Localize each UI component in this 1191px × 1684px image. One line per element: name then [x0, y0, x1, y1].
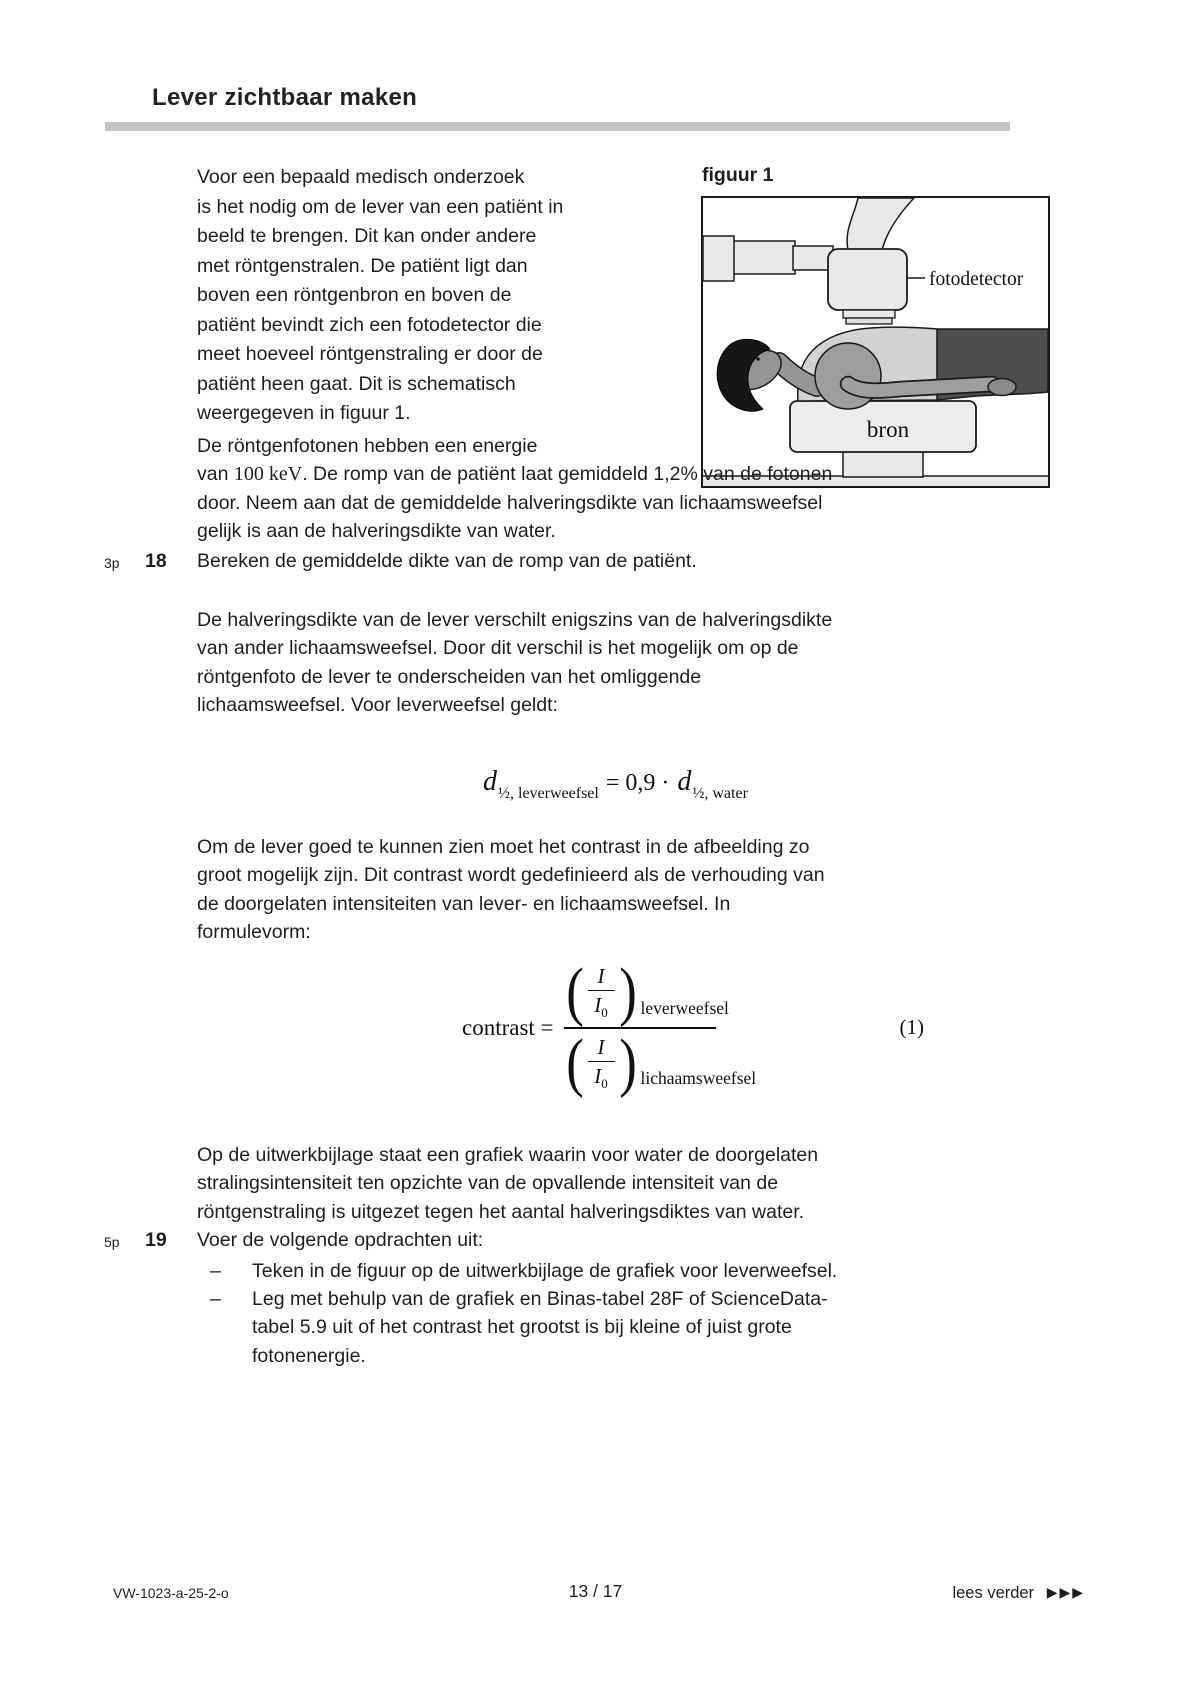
- question-18: [104, 550, 1064, 579]
- text-line: van ander lichaamsweefsel. Door dit verschil is het mogelijk om op de: [197, 637, 799, 660]
- page-indicator: 13 / 17: [568, 1581, 623, 1601]
- text-line: fotonenergie.: [252, 1344, 366, 1367]
- text-line: Voor een bepaald medisch onderzoek: [197, 166, 525, 188]
- bullet-dash: –: [210, 1260, 221, 1282]
- halveringsdikte-paragraph: [197, 606, 832, 720]
- bullet-dash: –: [210, 1288, 221, 1310]
- energy-paragraph: [197, 432, 832, 546]
- document-code: VW-1023-a-25-2-o: [113, 1585, 229, 1601]
- text-line: röntgenfoto de lever te onderscheiden van het omliggende: [197, 665, 702, 688]
- text-line: stralingsintensiteit ten opzichte van de opvallende intensiteit van de: [197, 1172, 779, 1195]
- text-line: Leg met behulp van de grafiek en Binas-tabel 28F of ScienceData-: [252, 1288, 828, 1310]
- patient-eye: [756, 357, 760, 361]
- q19-bullet-2: [210, 1285, 828, 1370]
- text-line: patiënt heen gaat. Dit is schematisch: [197, 372, 516, 395]
- formula-variable: I: [597, 963, 605, 988]
- text-line: door. Neem aan dat de gemiddelde halveringsdikte van lichaamsweefsel: [197, 491, 823, 514]
- source-label: bron: [866, 417, 910, 442]
- intensity-ratio: [588, 1036, 615, 1091]
- fraction-numerator: [564, 955, 729, 1028]
- figure-caption: figuur 1: [702, 164, 774, 186]
- text-line: Op de uitwerkbijlage staat een grafiek waarin voor water de doorgelaten: [197, 1144, 819, 1166]
- formula-variable: [594, 1065, 608, 1091]
- fraction-bar: [588, 990, 615, 991]
- text-segment: van: [197, 463, 234, 486]
- close-paren: ): [618, 955, 637, 1028]
- continue-notice: [952, 1584, 1085, 1603]
- source-pedestal: [843, 450, 923, 477]
- formula-variable: I: [594, 992, 602, 1017]
- text-line: met röntgenstralen. De patiënt ligt dan: [197, 254, 528, 277]
- formula-subscript: 0: [601, 1075, 608, 1091]
- text-line: patiënt bevindt zich een fotodetector die: [197, 313, 542, 336]
- question-number: 19: [145, 1229, 167, 1251]
- text-line: Om de lever goed te kunnen zien moet het contrast in de afbeelding zo: [197, 836, 810, 858]
- text-line: groot mogelijk zijn. Dit contrast wordt gedefinieerd als de verhouding van: [197, 864, 825, 887]
- text-line: lichaamsweefsel. Voor leverweefsel geldt:: [197, 694, 558, 717]
- text-segment: . De romp van de patiënt laat gemiddeld 1,2% van de fotonen: [302, 463, 833, 486]
- detector-lip: [846, 318, 892, 324]
- detector-plate: [843, 310, 895, 318]
- patient-arm: [848, 384, 992, 391]
- denominator-label: lichaamsweefsel: [640, 1068, 757, 1089]
- photodetector: [828, 249, 907, 310]
- text-line: weergegeven in figuur 1.: [197, 402, 411, 424]
- numerator-label: leverweefsel: [640, 997, 729, 1018]
- formula-variable: d: [483, 766, 497, 797]
- intro-paragraph: [197, 163, 563, 429]
- text-line: de doorgelaten intensiteiten van lever- en lichaamsweefsel. In: [197, 892, 731, 915]
- question-19: [104, 1229, 1064, 1258]
- text-line: formulevorm:: [197, 921, 311, 944]
- question-number: 18: [145, 550, 167, 572]
- fraction-denominator: [564, 1025, 757, 1099]
- question-text: Bereken de gemiddelde dikte van de romp van de patiënt.: [197, 550, 697, 572]
- open-paren: (: [565, 1025, 584, 1099]
- question-points: 5p: [104, 1234, 120, 1250]
- continue-arrows-icon: ▶▶▶: [1046, 1584, 1085, 1600]
- intensity-ratio: [588, 965, 615, 1020]
- main-fraction-bar: [564, 1027, 716, 1029]
- open-paren: (: [565, 955, 584, 1028]
- contrast-formula: [462, 955, 924, 1099]
- text-line: is het nodig om de lever van een patiënt in: [197, 195, 564, 218]
- question-points: 3p: [104, 555, 120, 571]
- text-line: De röntgenfotonen hebben een energie: [197, 435, 538, 457]
- question-text: Voer de volgende opdrachten uit:: [197, 1229, 484, 1251]
- fraction-bar: [588, 1061, 615, 1062]
- formula-variable: I: [594, 1063, 602, 1088]
- formula-subscript: ½, water: [692, 785, 748, 802]
- page-title: Lever zichtbaar maken: [152, 84, 418, 111]
- contrast-paragraph: [197, 833, 825, 947]
- q19-bullet-1: [210, 1257, 837, 1285]
- text-line: tabel 5.9 uit of het contrast het grootst is bij kleine of juist grote: [252, 1316, 792, 1339]
- patient-hand: [988, 379, 1016, 396]
- continue-text: lees verder: [952, 1584, 1035, 1602]
- text-line: [197, 460, 832, 488]
- equation-number: (1): [899, 1015, 924, 1040]
- close-paren: ): [618, 1025, 637, 1099]
- uitwerkbijlage-paragraph: [197, 1141, 818, 1226]
- formula-subscript: ½, leverweefsel: [498, 785, 599, 802]
- title-rule: [105, 122, 1010, 131]
- halveringsdikte-formula: [483, 766, 753, 802]
- formula-lhs: contrast =: [462, 1014, 554, 1040]
- text-line: meet hoeveel röntgenstraling er door de: [197, 343, 543, 365]
- text-line: röntgenstraling is uitgezet tegen het aantal halveringsdiktes van water.: [197, 1200, 805, 1223]
- formula-subscript: 0: [601, 1005, 608, 1021]
- formula-variable: I: [597, 1034, 605, 1059]
- text-line: De halveringsdikte van de lever verschilt enigszins van de halveringsdikte: [197, 609, 833, 631]
- bullet-text: [252, 1257, 837, 1285]
- text-line: gelijk is aan de halveringsdikte van water.: [197, 520, 556, 543]
- physics-quantity: 100 keV: [233, 463, 303, 486]
- text-line: Teken in de figuur op de uitwerkbijlage de grafiek voor leverweefsel.: [252, 1260, 838, 1282]
- text-line: boven een röntgenbron en boven de: [197, 284, 512, 306]
- formula-operator: = 0,9 ·: [605, 770, 676, 796]
- detector-label: fotodetector: [929, 269, 1024, 290]
- formula-variable: d: [677, 766, 692, 797]
- bullet-text: [252, 1285, 828, 1370]
- formula-variable: [594, 994, 608, 1020]
- formula-fraction: [564, 955, 757, 1099]
- text-line: beeld te brengen. Dit kan onder andere: [197, 225, 537, 247]
